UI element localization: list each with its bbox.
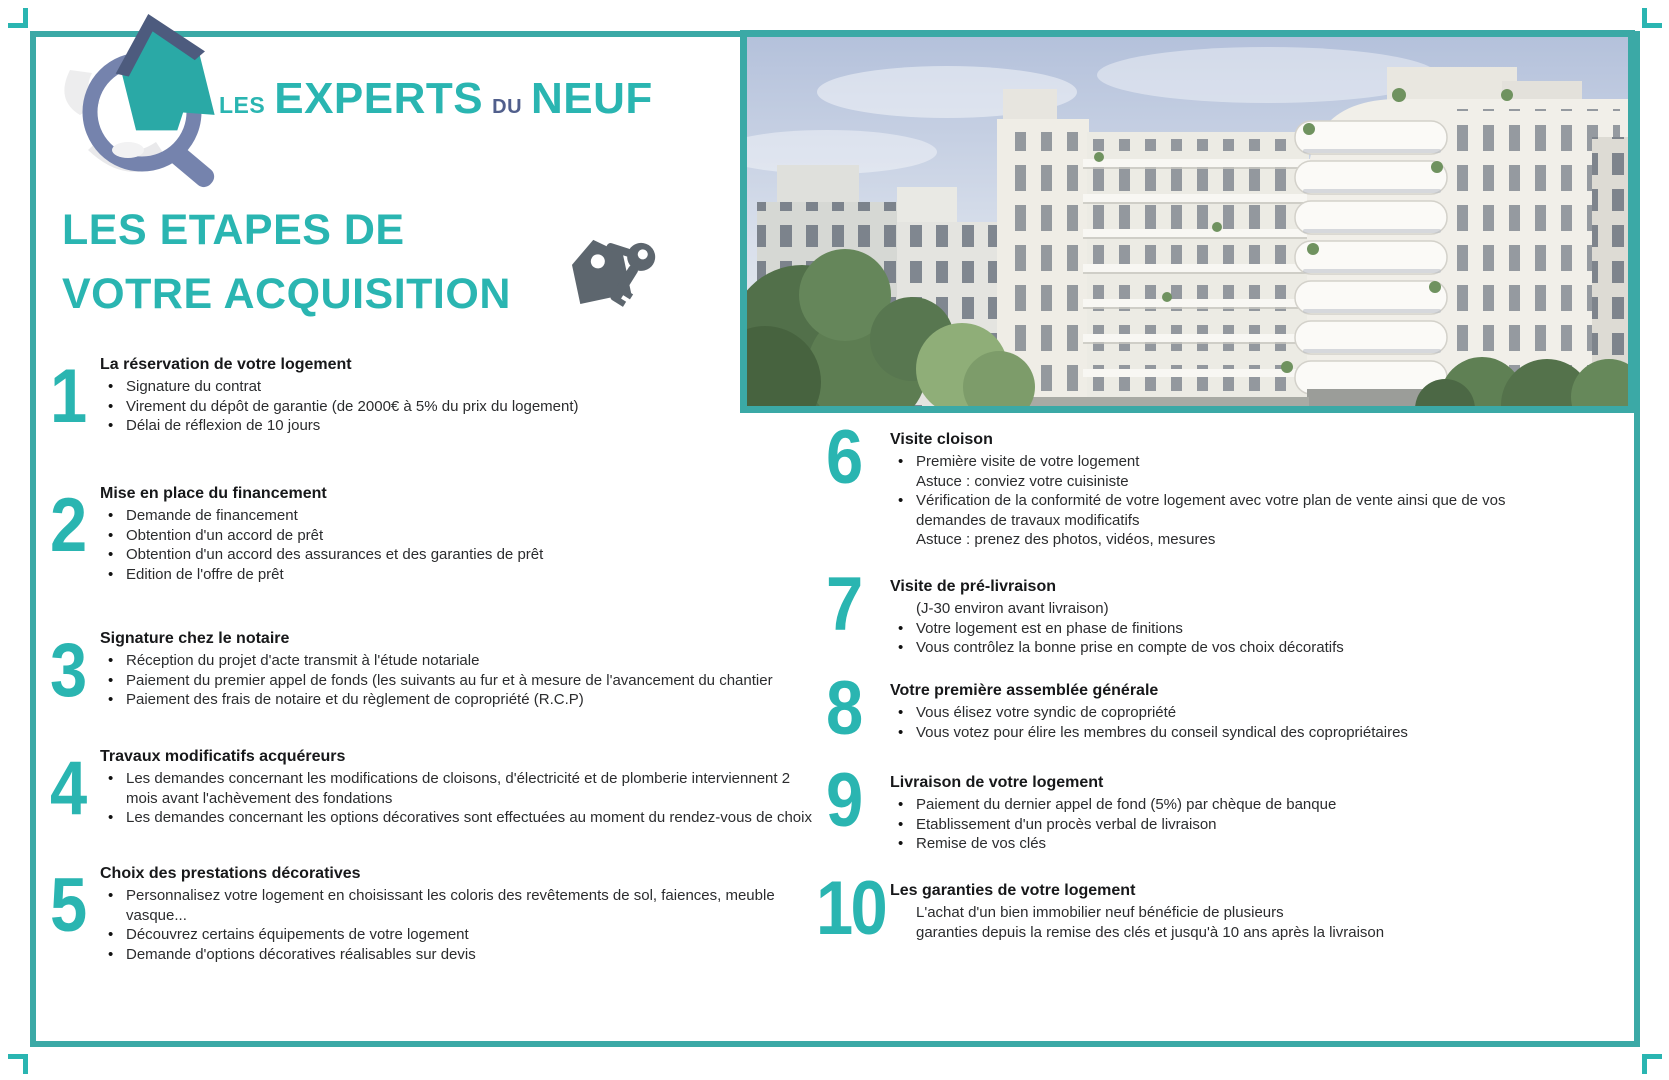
step-number: 4 <box>50 746 85 831</box>
item-line: • Obtention d'un accord de prêt <box>126 526 324 544</box>
bullet-item <box>100 769 842 808</box>
item-line: • Edition de l'offre de prêt <box>126 565 284 583</box>
building-photo <box>740 30 1635 413</box>
bullet-item <box>100 945 842 965</box>
step-number: 6 <box>826 415 861 500</box>
bullet-item <box>100 808 842 828</box>
item-line: Astuce : prenez des photos, vidéos, mesures <box>916 531 1216 548</box>
step-number: 1 <box>50 354 85 439</box>
step-title: Livraison de votre logement <box>890 774 1104 791</box>
bullet-item <box>890 834 1598 854</box>
step-number: 5 <box>50 863 85 948</box>
step-3 <box>42 628 842 713</box>
step-title: La réservation de votre logement <box>100 356 352 373</box>
bullet-item <box>100 886 842 925</box>
step-title: Mise en place du financement <box>100 485 327 502</box>
brand-les: LES <box>219 92 266 118</box>
bullet-item <box>100 416 842 436</box>
step-title: Votre première assemblée générale <box>890 682 1159 699</box>
step-number: 2 <box>50 483 85 568</box>
step-number: 10 <box>816 866 886 951</box>
bullet-item <box>100 565 842 585</box>
item-line: • Réception du projet d'acte transmit à l'étude notariale <box>126 652 480 669</box>
item-line: • Les demandes concernant les options décoratives sont effectuées au moment du rendez-vous de choix <box>126 809 812 826</box>
bullet-item <box>890 795 1598 815</box>
item-line: • Vous votez pour élire les membres du conseil syndical des copropriétaires <box>916 723 1408 741</box>
step-2 <box>42 485 842 584</box>
text-item <box>890 599 1598 619</box>
corner-mark <box>8 8 28 28</box>
house-magnifier-logo-icon <box>50 0 225 190</box>
bullet-item <box>100 397 842 417</box>
item-line: • Vous élisez votre syndic de copropriété <box>916 704 1177 721</box>
page-title-line2: VOTRE ACQUISITION <box>62 270 511 318</box>
item-line: • Obtention d'un accord des assurances et des garanties de prêt <box>126 546 544 563</box>
item-line: • Signature du contrat <box>126 378 262 395</box>
item-line: garanties depuis la remise des clés et jusqu'à 10 ans après la livraison <box>916 923 1385 941</box>
corner-mark <box>1642 8 1662 28</box>
corner-mark <box>8 1054 28 1074</box>
brand-experts: EXPERTS <box>274 74 484 123</box>
item-line: • Paiement des frais de notaire et du règlement de copropriété (R.C.P) <box>126 691 584 708</box>
brand-du: DU <box>492 96 523 118</box>
bullet-item <box>890 638 1598 658</box>
step-4 <box>42 746 842 831</box>
bullet-item <box>890 491 1598 550</box>
page-title <box>62 198 511 326</box>
step-title: Choix des prestations décoratives <box>100 865 361 882</box>
item-line: • Paiement du dernier appel de fond (5%) par chèque de banque <box>916 796 1337 813</box>
bullet-item <box>890 815 1598 835</box>
item-line: (J-30 environ avant livraison) <box>916 600 1109 617</box>
step-number: 3 <box>50 628 85 713</box>
bullet-item <box>890 452 1598 491</box>
step-number: 9 <box>826 758 861 843</box>
item-line: Astuce : conviez votre cuisiniste <box>916 472 1129 490</box>
bullet-item <box>100 545 842 565</box>
item-line: • Remise de vos clés <box>916 835 1047 852</box>
corner-mark <box>1642 1054 1662 1074</box>
item-line: • Etablissement d'un procès verbal de livraison <box>916 815 1217 833</box>
item-line: • Première visite de votre logement <box>916 453 1140 470</box>
step-6 <box>818 415 1598 550</box>
step-title: Visite cloison <box>890 431 993 448</box>
step-title: Visite de pré-livraison <box>890 578 1056 595</box>
text-item <box>890 903 1598 942</box>
item-line: • Délai de réflexion de 10 jours <box>126 417 321 434</box>
item-line: L'achat d'un bien immobilier neuf bénéficie de plusieurs <box>916 904 1284 921</box>
bullet-item <box>100 671 842 691</box>
step-10 <box>816 866 1598 951</box>
item-line: • Personnalisez votre logement en choisissant les coloris des revêtements de sol, faiences, meuble <box>126 887 775 904</box>
step-9 <box>818 758 1598 854</box>
item-line: vasque... <box>126 906 187 924</box>
page-title-line1: LES ETAPES DE <box>62 206 405 254</box>
brand-wordmark <box>219 74 653 124</box>
step-number: 7 <box>826 562 861 647</box>
item-line: • Vous contrôlez la bonne prise en compte de vos choix décoratifs <box>916 639 1344 656</box>
item-line: • Paiement du premier appel de fonds (les suivants au fur et à mesure de l'avancement du chantier <box>126 671 773 689</box>
item-line: • Vérification de la conformité de votre logement avec votre plan de vente ainsi que de vos <box>916 492 1506 509</box>
bullet-item <box>890 619 1598 639</box>
bullet-item <box>100 377 842 397</box>
bullet-item <box>890 703 1598 723</box>
step-1 <box>42 354 842 439</box>
item-line: • Votre logement est en phase de finitions <box>916 619 1183 637</box>
item-line: • Les demandes concernant les modifications de cloisons, d'électricité et de plomberie interviennent 2 <box>126 770 791 787</box>
bullet-item <box>100 925 842 945</box>
item-line: mois avant l'achèvement des fondations <box>126 789 393 807</box>
step-title: Signature chez le notaire <box>100 630 290 647</box>
item-line: • Demande d'options décoratives réalisables sur devis <box>126 945 476 963</box>
step-title: Les garanties de votre logement <box>890 882 1136 899</box>
step-5 <box>42 865 842 964</box>
bullet-item <box>100 506 842 526</box>
bullet-item <box>100 526 842 546</box>
step-8 <box>818 666 1598 751</box>
brand-neuf: NEUF <box>531 74 653 123</box>
item-line: • Découvrez certains équipements de votre logement <box>126 926 469 943</box>
step-7 <box>818 562 1598 658</box>
keys-icon <box>556 222 676 322</box>
bullet-item <box>100 651 842 671</box>
item-line: demandes de travaux modificatifs <box>916 511 1140 529</box>
step-title: Travaux modificatifs acquéreurs <box>100 748 346 765</box>
item-line: • Demande de financement <box>126 507 298 524</box>
step-number: 8 <box>826 666 861 751</box>
item-line: • Virement du dépôt de garantie (de 2000€ à 5% du prix du logement) <box>126 397 579 415</box>
bullet-item <box>890 723 1598 743</box>
bullet-item <box>100 690 842 710</box>
